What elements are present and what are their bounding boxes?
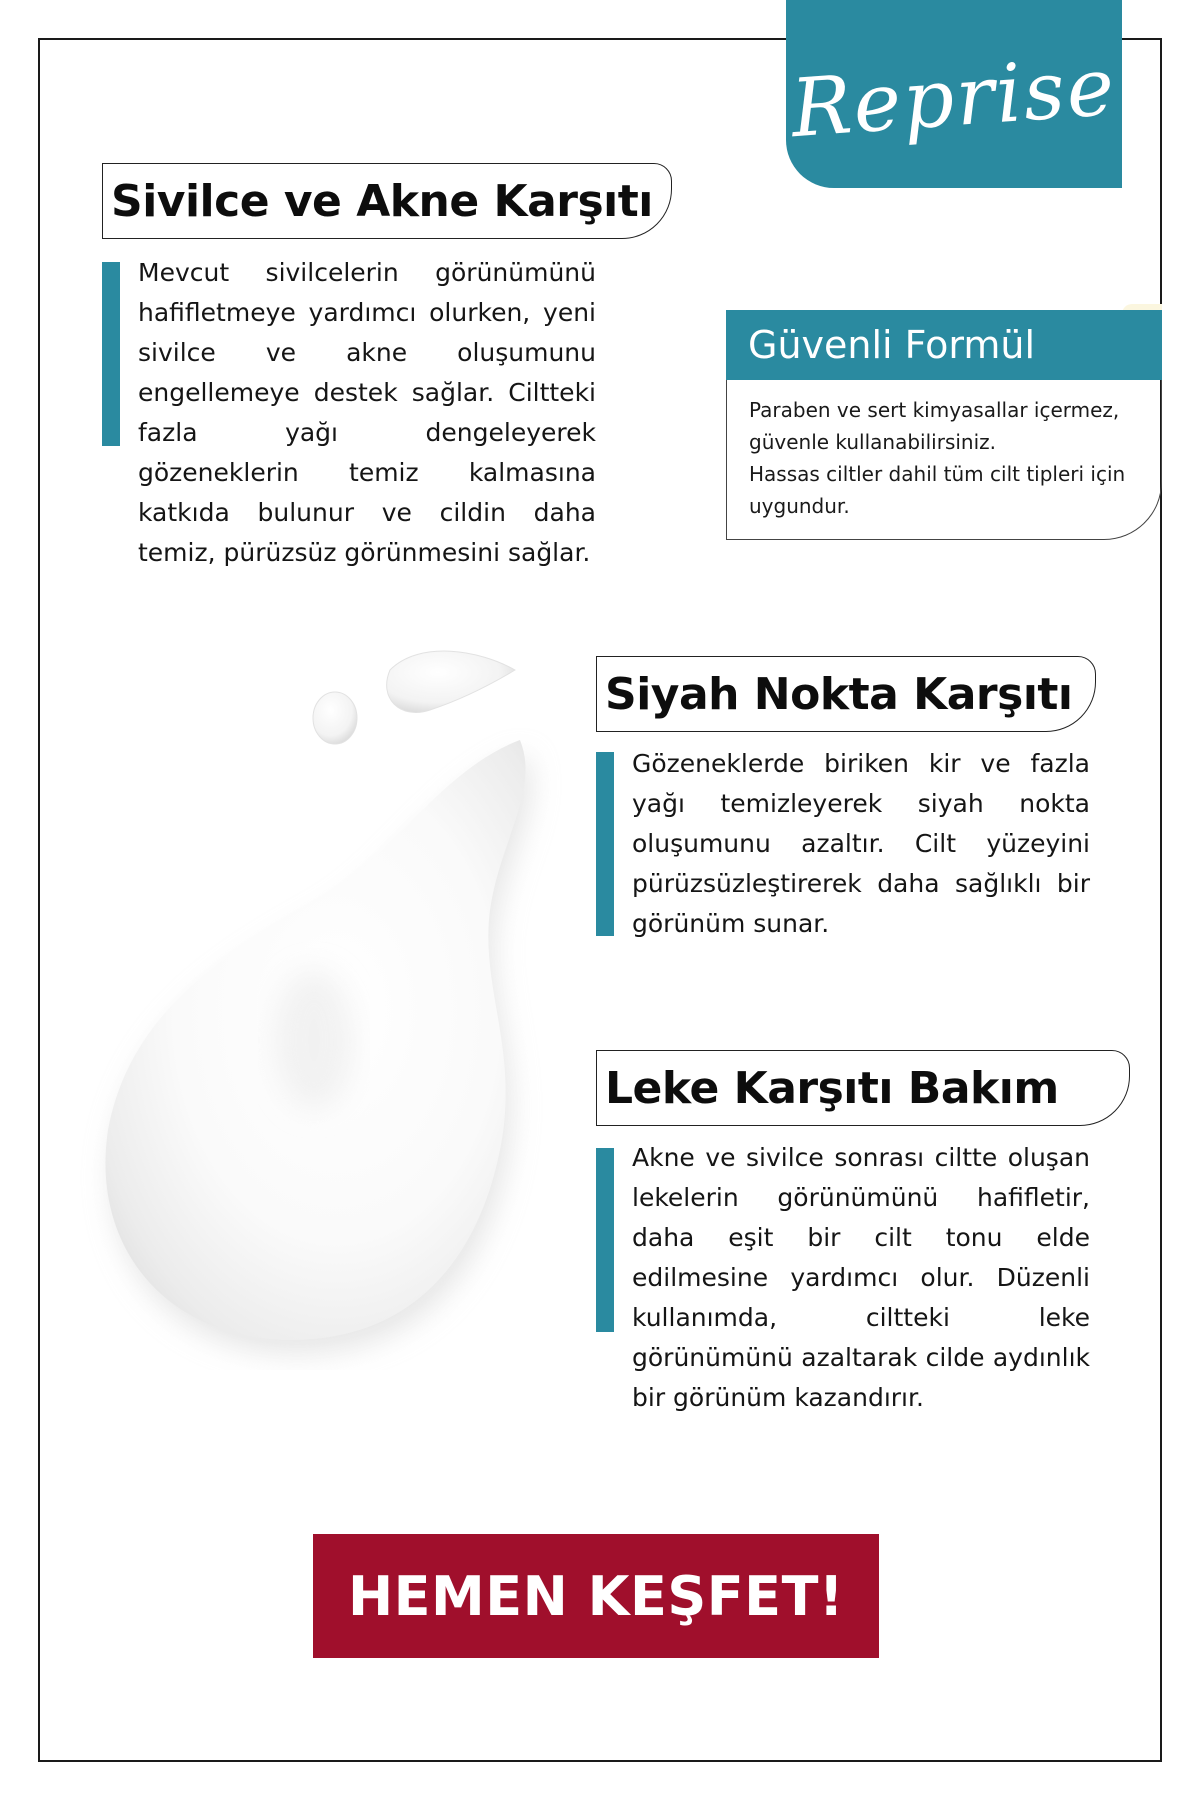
- safe-formula-title: Güvenli Formül: [748, 323, 1036, 367]
- safe-formula-line-1: Paraben ve sert kimyasallar içermez, güvenle kullanabilirsiniz.: [749, 398, 1120, 454]
- section-title-acne: Sivilce ve Akne Karşıtı: [102, 163, 672, 239]
- safe-formula-card: [726, 380, 1162, 540]
- section-text-spot: Akne ve sivilce sonrası ciltte oluşan lekelerin görünümünü hafifletir, daha eşit bir cilt tonu elde edilmesine yardımcı olur. Düzenli kullanımda, ciltteki leke görünümünü azaltarak cilde aydınlık bir görünüm kazandırır.: [632, 1143, 1090, 1412]
- section-text-blackhead: Gözeneklerde biriken kir ve fazla yağı temizleyerek siyah nokta oluşumunu azaltır. Cilt yüzeyini pürüzsüzleştirerek daha sağlıklı bir görünüm sunar.: [632, 749, 1090, 938]
- section-title-blackhead: Siyah Nokta Karşıtı: [596, 656, 1096, 732]
- accent-bar-spot: [596, 1148, 614, 1332]
- accent-bar-blackhead: [596, 752, 614, 936]
- accent-bar-acne: [102, 262, 120, 446]
- cream-swirl-illustration: [60, 610, 580, 1370]
- section-text-acne: Mevcut sivilcelerin görünümünü hafifletmeye yardımcı olurken, yeni sivilce ve akne oluşumunu engellemeye destek sağlar. Ciltteki fazla yağı dengeleyerek gözeneklerin temiz kalmasına katkıda bulunur ve cildin daha temiz, pürüzsüz görünmesini sağlar.: [138, 258, 596, 567]
- discover-now-button[interactable]: [313, 1534, 879, 1658]
- discover-now-label: HEMEN KEŞFET!: [347, 1564, 845, 1628]
- safe-formula-line-2: Hassas ciltler dahil tüm cilt tipleri için uygundur.: [749, 462, 1126, 518]
- safe-formula-header: [726, 310, 1162, 380]
- brand-logo-text: Reprise: [788, 39, 1120, 155]
- brand-badge: [786, 0, 1122, 188]
- section-title-spot: Leke Karşıtı Bakım: [596, 1050, 1130, 1126]
